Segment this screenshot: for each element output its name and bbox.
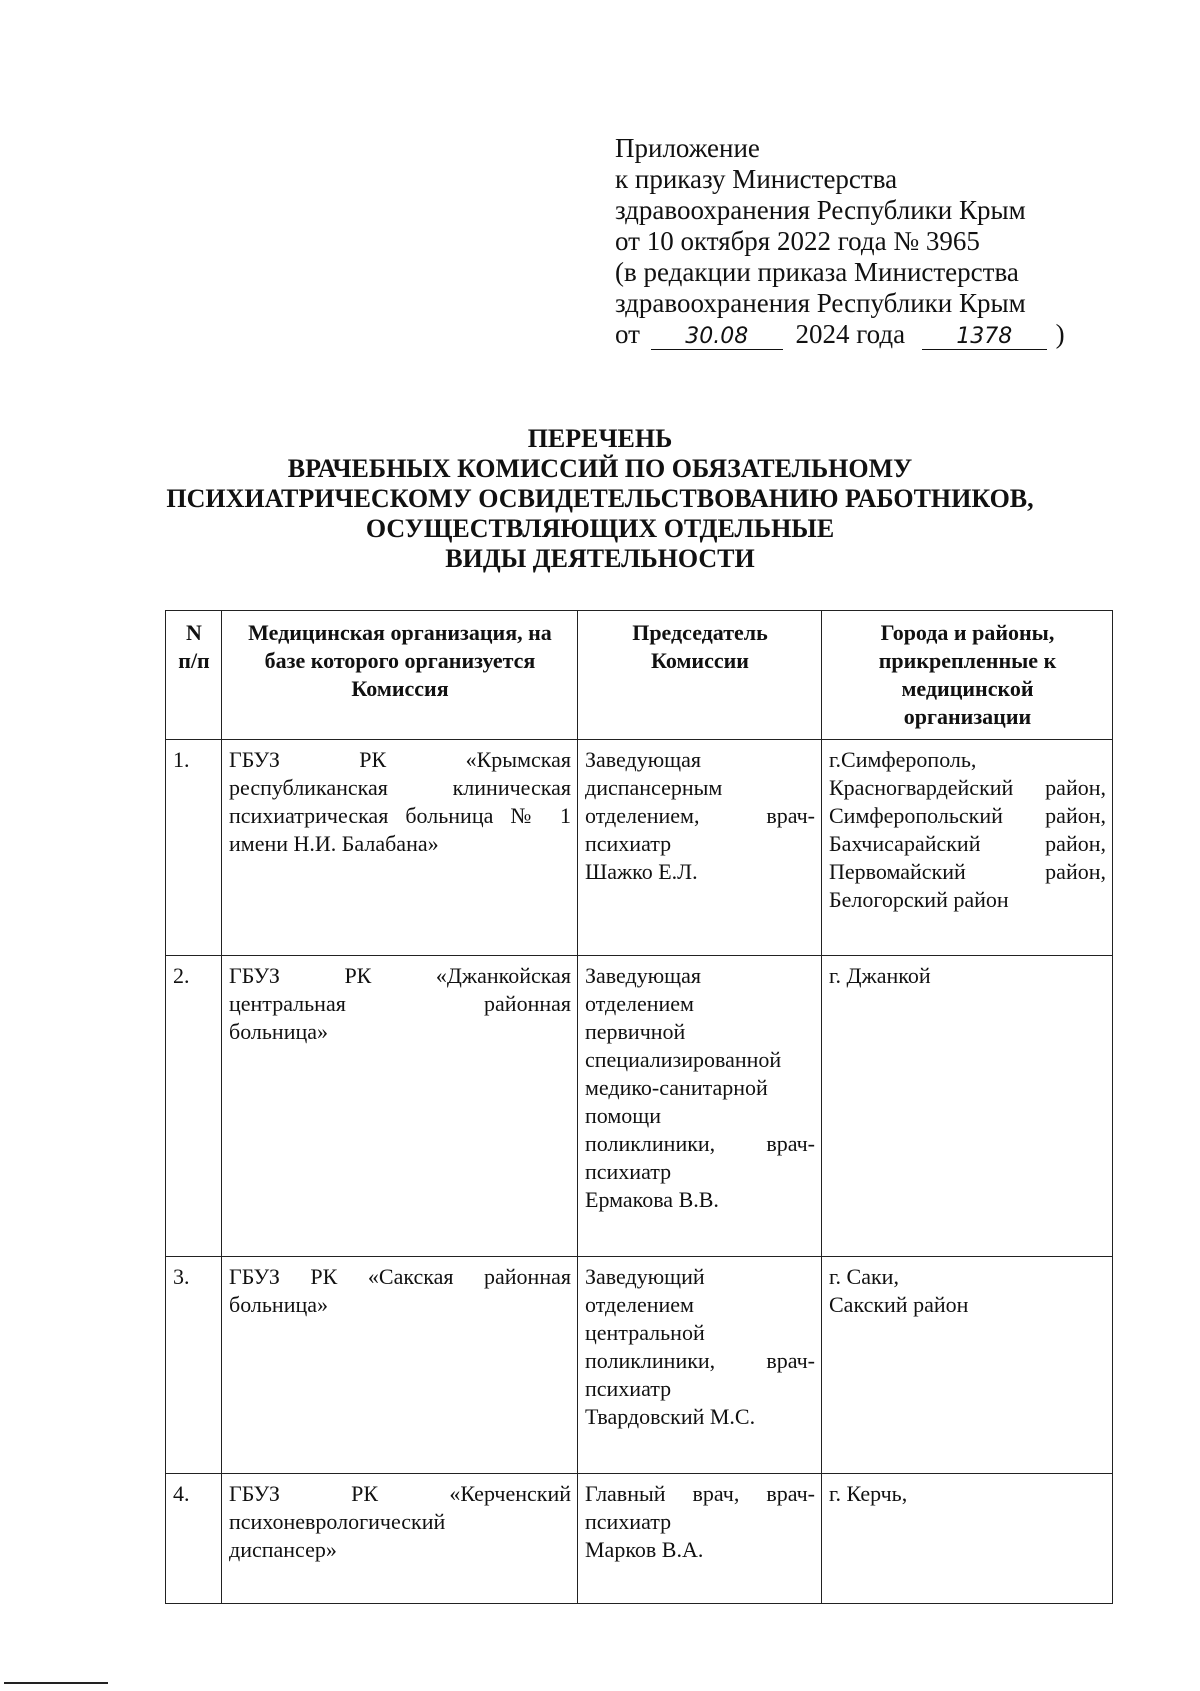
cell-line: диспансер» [229,1537,337,1562]
header-line: базе которого организуется [264,648,536,673]
cell-line: отделением [585,1292,694,1317]
cell-line: Симферопольский район, [829,803,1106,828]
row-areas [822,956,1113,1257]
cell-line: г. Саки, [829,1264,899,1289]
cell-line: Бахчисарайский район, [829,831,1106,856]
header-line: Комиссии [651,648,749,673]
cell-line: поликлиники, врач- [585,1348,815,1373]
cell-line: помощи [585,1103,661,1128]
header-num [166,611,222,740]
cell-line: ГБУЗ РК «Сакская районная [229,1264,571,1289]
handwritten-date: 30.08 [651,325,783,350]
cell-line: г. Джанкой [829,963,931,988]
document-title [150,424,1050,574]
annex-line: к приказу Министерства [615,164,898,194]
cell-line: Ермакова В.В. [585,1187,719,1212]
cell-line: первичной [585,1019,686,1044]
cell-line: Сакский район [829,1292,969,1317]
cell-line: медико-санитарной [585,1075,768,1100]
row-num: 1. [166,740,222,956]
cell-line: г.Симферополь, [829,747,977,772]
table-row [166,740,1113,956]
cell-line: Заведующая [585,963,701,988]
header-org [222,611,578,740]
annex-line: здравоохранения Республики Крым [615,195,1026,225]
header-line: Медицинская организация, на [248,620,552,645]
handwritten-order-number: 1378 [922,325,1047,350]
row-chair [578,956,822,1257]
title-line: ВРАЧЕБНЫХ КОМИССИЙ ПО ОБЯЗАТЕЛЬНОМУ [287,454,913,483]
cell-line: психиатр [585,831,672,856]
table-row [166,956,1113,1257]
header-line: N [186,620,202,645]
cell-line: Шажко Е.Л. [585,859,698,884]
cell-line: Твардовский М.С. [585,1404,756,1429]
annex-line: от 10 октября 2022 года № 3965 [615,226,980,256]
cell-line: Главный врач, врач- [585,1481,815,1506]
header-line: прикрепленные к [878,648,1057,673]
annex-block [615,133,1115,350]
cell-line: психоневрологический [229,1509,446,1534]
header-line: Комиссия [351,676,449,701]
header-line: организации [903,704,1032,729]
cell-line: ГБУЗ РК «Крымская [229,747,571,772]
row-org [222,1257,578,1474]
amendment-date-line [615,319,1115,350]
annex-line: (в редакции приказа Министерства [615,257,1019,287]
cell-line: ГБУЗ РК «Керченский [229,1481,571,1506]
row-areas [822,1257,1113,1474]
cell-line: отделением [585,991,694,1016]
header-line: Председатель [632,620,768,645]
commissions-table [165,610,1113,1604]
row-org [222,740,578,956]
annex-line: здравоохранения Республики Крым [615,288,1026,318]
cell-line: Первомайский район, [829,859,1106,884]
header-line: Города и районы, [880,620,1055,645]
title-line: ПЕРЕЧЕНЬ [527,424,673,453]
cell-line: центральная районная [229,991,571,1016]
cell-line: Заведующий [585,1264,705,1289]
cell-line: Красногвардейский район, [829,775,1106,800]
cell-line: имени Н.И. Балабана» [229,831,439,856]
footnote-divider [4,1682,108,1684]
row-areas [822,740,1113,956]
cell-line: Заведующая [585,747,701,772]
cell-line: Марков В.А. [585,1537,704,1562]
cell-line: отделением, врач- [585,803,815,828]
cell-line: г. Керчь, [829,1481,908,1506]
header-line: медицинской [901,676,1034,701]
cell-line: центральной [585,1320,705,1345]
cell-line: ГБУЗ РК «Джанкойская [229,963,571,988]
header-chair [578,611,822,740]
title-line: ПСИХИАТРИЧЕСКОМУ ОСВИДЕТЕЛЬСТВОВАНИЮ РАБОТНИКОВ, [166,484,1034,513]
date-suffix: 2024 года [795,319,906,349]
row-areas [822,1474,1113,1604]
cell-line: психиатр [585,1159,672,1184]
cell-line: психиатрическая больница № 1 [229,803,571,828]
row-org [222,956,578,1257]
row-org [222,1474,578,1604]
closing-paren: ) [1055,319,1065,349]
header-areas [822,611,1113,740]
row-num: 3. [166,1257,222,1474]
cell-line: больница» [229,1019,328,1044]
table-row [166,1474,1113,1604]
table-row [166,1257,1113,1474]
cell-line: диспансерным [585,775,723,800]
date-prefix: от [615,319,640,349]
row-chair [578,740,822,956]
table-header-row [166,611,1113,740]
cell-line: специализированной [585,1047,782,1072]
cell-line: Белогорский район [829,887,1009,912]
cell-line: поликлиники, врач- [585,1131,815,1156]
cell-line: психиатр [585,1509,672,1534]
row-num: 2. [166,956,222,1257]
cell-line: больница» [229,1292,328,1317]
header-line: п/п [178,648,210,673]
title-line: ОСУЩЕСТВЛЯЮЩИХ ОТДЕЛЬНЫЕ [365,514,835,543]
title-line: ВИДЫ ДЕЯТЕЛЬНОСТИ [445,544,755,573]
row-chair [578,1257,822,1474]
cell-line: психиатр [585,1376,672,1401]
row-chair [578,1474,822,1604]
annex-line: Приложение [615,133,760,163]
cell-line: республиканская клиническая [229,775,571,800]
row-num: 4. [166,1474,222,1604]
